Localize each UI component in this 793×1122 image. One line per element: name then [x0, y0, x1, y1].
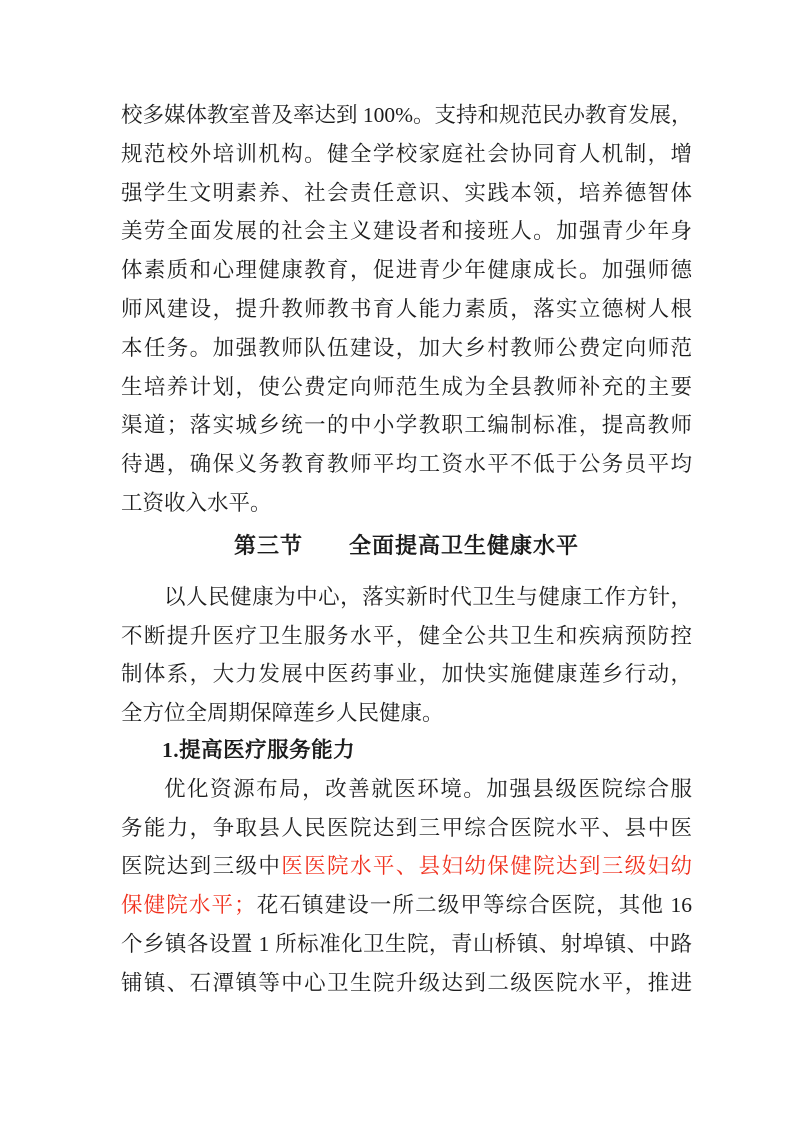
text-line: 个乡镇各设置 1 所标准化卫生院，青山桥镇、射埠镇、中路 — [121, 931, 692, 956]
text-line: 生培养计划，使公费定向师范生成为全县教师补充的主要 — [121, 374, 692, 399]
text-line: 校多媒体教室普及率达到 100%。支持和规范民办教育发展， — [121, 103, 693, 127]
text-line: 以人民健康为中心，落实新时代卫生与健康工作方针， — [164, 584, 692, 609]
text-line: 师风建设，提升教师教书育人能力素质，落实立德树人根 — [121, 296, 692, 321]
text-line: 体素质和心理健康教育，促进青少年健康成长。加强师德 — [121, 258, 692, 283]
emphasis-red-text: 保健院水平； — [121, 893, 256, 918]
text-line: 工资收入水平。 — [121, 490, 272, 515]
text-line: 不断提升医疗卫生服务水平，健全公共卫生和疾病预防控 — [121, 623, 692, 648]
text-line — [121, 886, 692, 925]
subheading-medical-services: 1.提高医疗服务能力 — [162, 737, 356, 762]
text-line: 全方位全周期保障莲乡人民健康。 — [121, 701, 444, 726]
section-heading: 第三节 全面提高卫生健康水平 — [233, 532, 579, 558]
text-line: 强学生文明素养、社会责任意识、实践本领，培养德智体 — [121, 180, 692, 205]
text-line: 待遇，确保义务教育教师平均工资水平不低于公务员平均 — [121, 452, 692, 477]
text-line — [121, 847, 692, 886]
text-segment: 医院达到三级中 — [121, 854, 282, 879]
paragraph-education — [121, 96, 692, 523]
text-line: 渠道；落实城乡统一的中小学教职工编制标准，提高教师 — [121, 413, 692, 438]
text-segment: 花石镇建设一所二级甲等综合医院，其他 16 — [255, 893, 692, 918]
text-line: 规范校外培训机构。健全学校家庭社会协同育人机制，增 — [121, 141, 692, 166]
emphasis-red-text: 医医院水平、县妇幼保健院达到三级妇幼 — [281, 854, 692, 879]
text-line: 美劳全面发展的社会主义建设者和接班人。加强青少年身 — [121, 219, 692, 244]
text-line: 优化资源布局，改善就医环境。加强县级医院综合服 — [164, 776, 692, 801]
text-line: 铺镇、石潭镇等中心卫生院升级达到二级医院水平，推进 — [121, 970, 692, 995]
paragraph-health — [121, 578, 692, 733]
text-line: 本任务。加强教师队伍建设，加大乡村教师公费定向师范 — [121, 335, 692, 360]
text-line: 制体系，大力发展中医药事业，加快实施健康莲乡行动， — [121, 662, 692, 687]
paragraph-medical — [121, 770, 692, 1003]
text-line: 务能力，争取县人民医院达到三甲综合医院水平、县中医 — [121, 815, 692, 840]
